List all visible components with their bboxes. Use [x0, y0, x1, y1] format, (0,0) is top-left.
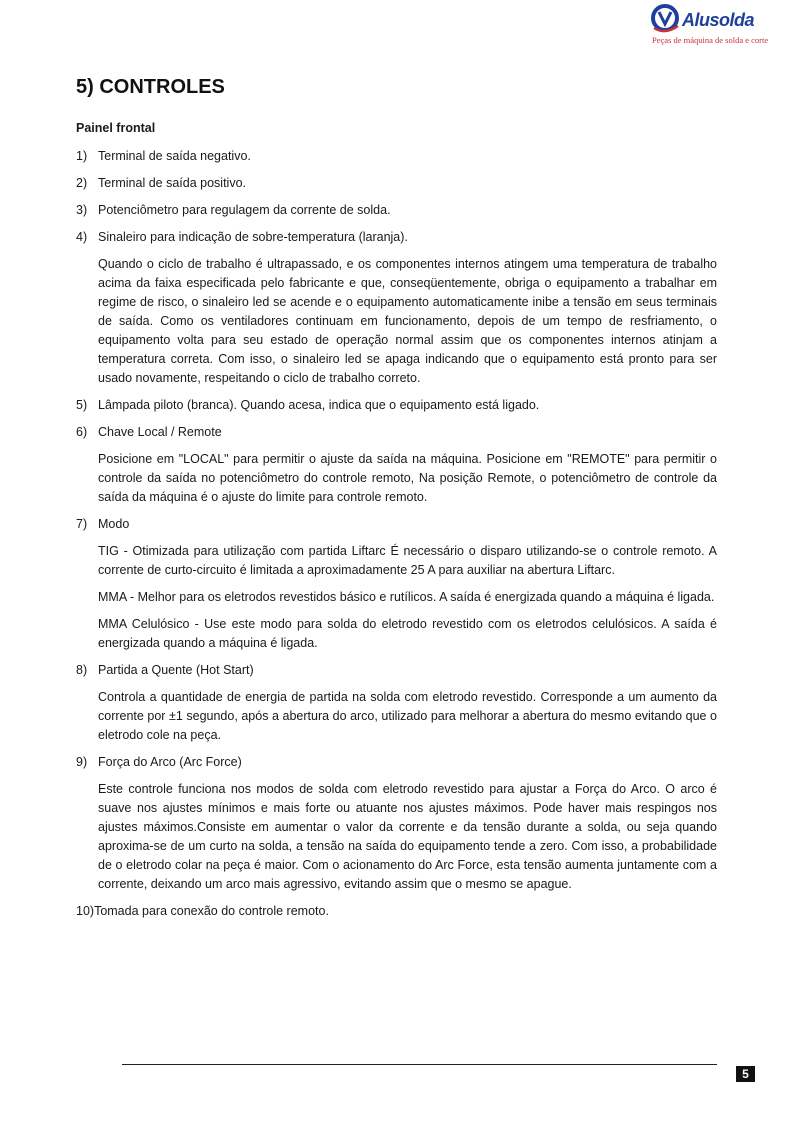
item-description: Posicione em "LOCAL" para permitir o ajuste da saída na máquina. Posicione em "REMOTE" para permitir o controle da saída no potenciômetro do controle remoto, Na posição Remote, o potenciômetro de controle da saída da máquina é o ajuste do limite para controle remoto. [98, 452, 717, 504]
item-number: 2) [76, 176, 88, 190]
item-label: Partida a Quente (Hot Start) [98, 663, 254, 677]
list-item [76, 201, 717, 220]
item-label: Potenciômetro para regulagem da corrente de solda. [98, 203, 391, 217]
item-label: Modo [98, 517, 130, 531]
item-label: Terminal de saída positivo. [98, 176, 246, 190]
item-number: 9) [76, 755, 88, 769]
page-number: 5 [736, 1066, 755, 1082]
item-number: 3) [76, 203, 88, 217]
item-label: Chave Local / Remote [98, 425, 222, 439]
item-number: 7) [76, 517, 88, 531]
item-number: 8) [76, 663, 88, 677]
list-item [76, 396, 717, 415]
item-description: Quando o ciclo de trabalho é ultrapassado, e os componentes internos atingem uma temperatura de trabalho acima da faixa especificada pelo fabricante e que, conseqüentemente, obriga o equipamento a trabalhar em regime de risco, o sinaleiro led se acende e o equipamento automaticamente inibe a tensão em seus terminais de saída. Como os ventiladores continuam em funcionamento, depois de um tempo de resfriamento, o equipamento volta para seu estado de operação normal assim que os componentes internos atinjam a temperatura correta. Com isso, o sinaleiro led se apaga indicando que o equipamento está pronto para ser usado novamente, respeitando o ciclo de trabalho correto. [98, 257, 717, 385]
list-item [76, 147, 717, 166]
list-item [76, 753, 717, 772]
mode-description: TIG - Otimizada para utilização com partida Liftarc É necessário o disparo utilizando-se o controle remoto. A corrente de curto-circuito é limitada a aproximadamente 25 A para auxiliar na abertura Liftarc. [98, 544, 717, 577]
section-heading: 5) CONTROLES [76, 76, 225, 98]
list-item [76, 423, 717, 442]
list-item [76, 661, 717, 680]
mode-description: MMA Celulósico - Use este modo para solda do eletrodo revestido com os eletrodos celulósicos. A saída é energizada quando a máquina é ligada. [98, 617, 717, 650]
list-item [76, 174, 717, 193]
logo-mark-icon [650, 2, 684, 34]
section-subheading: Painel frontal [76, 121, 156, 135]
item-number: 5) [76, 398, 88, 412]
item-label: Força do Arco (Arc Force) [98, 755, 242, 769]
list-item [76, 228, 717, 247]
item-description: Este controle funciona nos modos de solda com eletrodo revestido para ajustar a Força do Arco. O arco é suave nos ajustes mínimos e mais forte ou atuante nos ajustes máximos. Pode haver mais respingos nos ajustes máximos.Consiste em aumentar o valor da corrente e da tensão durante a solda, ou seja quando aproxima-se de um curto na solda, a tensão na saída do equipamento tende a zero. Com isso, a probabilidade de o eletrodo colar na peça é maior. Com o acionamento do Arc Force, esta tensão aumenta juntamente com a corrente, deixando um arco mais agressivo, evitando assim que o mesmo se apague. [98, 782, 717, 891]
list-item: 10)Tomada para conexão do controle remoto. [76, 904, 329, 918]
item-label: Terminal de saída negativo. [98, 149, 251, 163]
alusolda-logo [650, 2, 769, 48]
mode-description: MMA - Melhor para os eletrodos revestidos básico e rutílicos. A saída é energizada quando a máquina é ligada. [98, 590, 715, 604]
item-description: Controla a quantidade de energia de partida na solda com eletrodo revestido. Corresponde a um aumento da corrente por ±1 segundo, após a abertura do arco, utilizado para melhorar a abertura do mesmo evitando que o eletrodo cole na peça. [98, 690, 717, 742]
logo-wordmark: Alusolda [682, 10, 755, 30]
item-number: 4) [76, 230, 88, 244]
item-number: 1) [76, 149, 88, 163]
logo-tagline: Peças de máquina de solda e corte [652, 35, 769, 45]
item-number: 6) [76, 425, 88, 439]
item-label: Sinaleiro para indicação de sobre-temperatura (laranja). [98, 230, 408, 244]
footer-divider [122, 1064, 717, 1065]
list-item [76, 515, 717, 534]
controls-list [76, 147, 717, 929]
item-label: Lâmpada piloto (branca). Quando acesa, indica que o equipamento está ligado. [98, 398, 540, 412]
